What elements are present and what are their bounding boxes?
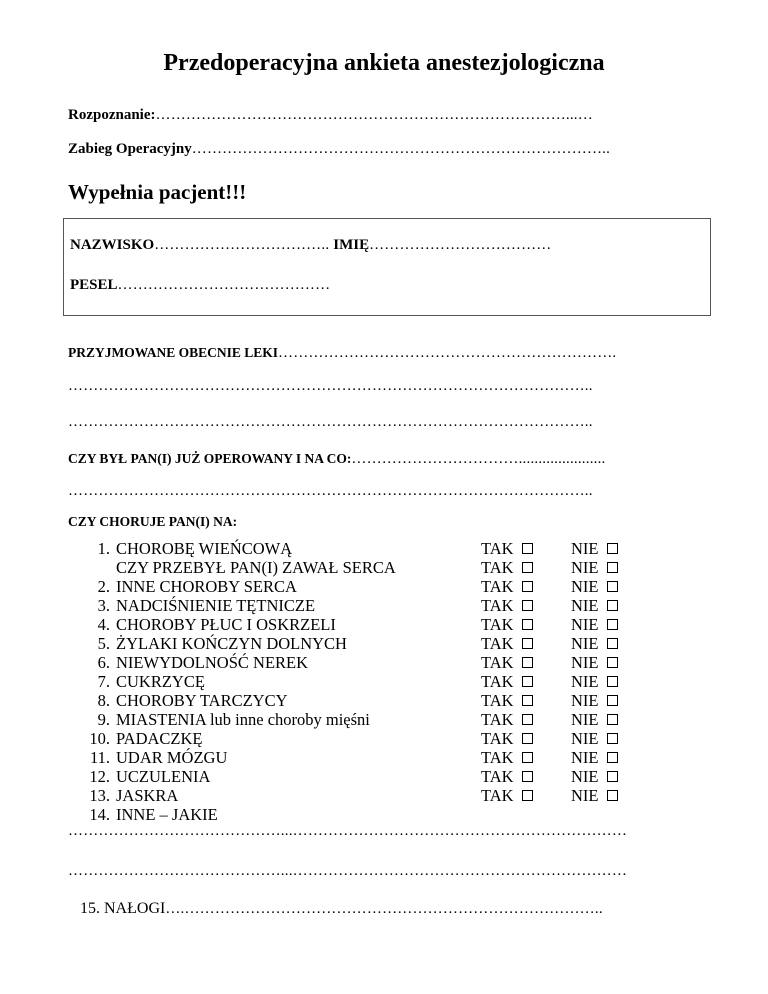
disease-number: 3. bbox=[97, 596, 110, 615]
page-title: Przedoperacyjna ankieta anestezjologiczna bbox=[163, 50, 605, 76]
nie-checkbox[interactable] bbox=[607, 562, 618, 573]
leki-label: PRZYJMOWANE OBECNIE LEKI bbox=[68, 345, 279, 360]
tak-option[interactable] bbox=[481, 748, 533, 768]
tak-option[interactable] bbox=[481, 691, 533, 711]
nie-label: NIE bbox=[571, 653, 599, 672]
zabieg-row bbox=[68, 141, 610, 158]
tak-label: TAK bbox=[481, 615, 514, 634]
nie-checkbox[interactable] bbox=[607, 771, 618, 782]
nie-checkbox[interactable] bbox=[607, 600, 618, 611]
tak-label: TAK bbox=[481, 691, 514, 710]
blank-line-2[interactable]: ………………………………………………………………………………………….. bbox=[68, 414, 593, 430]
disease-number: 9. bbox=[97, 710, 110, 729]
tak-option[interactable] bbox=[481, 767, 533, 787]
nie-label: NIE bbox=[571, 767, 599, 786]
nie-label: NIE bbox=[571, 729, 599, 748]
tak-checkbox[interactable] bbox=[522, 581, 533, 592]
nie-checkbox[interactable] bbox=[607, 676, 618, 687]
nie-option[interactable] bbox=[571, 691, 618, 711]
tak-label: TAK bbox=[481, 748, 514, 767]
tak-option[interactable] bbox=[481, 615, 533, 635]
tak-option[interactable] bbox=[481, 558, 533, 578]
tak-label: TAK bbox=[481, 577, 514, 596]
nie-checkbox[interactable] bbox=[607, 733, 618, 744]
tak-checkbox[interactable] bbox=[522, 600, 533, 611]
tak-checkbox[interactable] bbox=[522, 733, 533, 744]
nie-option[interactable] bbox=[571, 767, 618, 787]
blank-line-4[interactable]: ……………………………………...………………………………………………………… bbox=[68, 823, 628, 839]
rozpoznanie-label: Rozpoznanie: bbox=[68, 107, 156, 123]
nie-checkbox[interactable] bbox=[607, 752, 618, 763]
tak-option[interactable] bbox=[481, 634, 533, 654]
nie-label: NIE bbox=[571, 691, 599, 710]
nie-option[interactable] bbox=[571, 786, 618, 806]
nie-checkbox[interactable] bbox=[607, 619, 618, 630]
tak-checkbox[interactable] bbox=[522, 752, 533, 763]
disease-number: 10. bbox=[89, 729, 110, 748]
leki-row bbox=[68, 344, 616, 362]
nie-option[interactable] bbox=[571, 615, 618, 635]
identity-box bbox=[63, 218, 711, 316]
nie-label: NIE bbox=[571, 634, 599, 653]
nie-label: NIE bbox=[571, 672, 599, 691]
nie-option[interactable] bbox=[571, 710, 618, 730]
nie-checkbox[interactable] bbox=[607, 657, 618, 668]
tak-label: TAK bbox=[481, 767, 514, 786]
nie-checkbox[interactable] bbox=[607, 638, 618, 649]
nalogi-label: 15. NAŁOGI bbox=[80, 900, 166, 917]
tak-label: TAK bbox=[481, 653, 514, 672]
operowany-row bbox=[68, 450, 606, 468]
disease-label: MIASTENIA lub inne choroby mięśni bbox=[116, 710, 370, 729]
disease-label: NADCIŚNIENIE TĘTNICZE bbox=[116, 596, 316, 615]
disease-number: 13. bbox=[89, 786, 110, 805]
nie-option[interactable] bbox=[571, 558, 618, 578]
disease-label: CZY PRZEBYŁ PAN(I) ZAWAŁ SERCA bbox=[116, 558, 396, 577]
disease-number: 1. bbox=[97, 539, 110, 558]
disease-label: PADACZKĘ bbox=[116, 729, 203, 748]
imie-label: IMIĘ bbox=[333, 237, 370, 253]
disease-label: INNE – JAKIE bbox=[116, 805, 218, 824]
tak-label: TAK bbox=[481, 672, 514, 691]
tak-label: TAK bbox=[481, 634, 514, 653]
disease-label: CHOROBY TARCZYCY bbox=[116, 691, 288, 710]
pesel-field[interactable]: …………………………………… bbox=[117, 277, 331, 293]
nazwisko-field[interactable]: …………………………….. bbox=[154, 237, 334, 253]
tak-label: TAK bbox=[481, 786, 514, 805]
leki-field[interactable]: …………………………………………………………. bbox=[278, 345, 617, 361]
tak-label: TAK bbox=[481, 558, 514, 577]
nie-option[interactable] bbox=[571, 748, 618, 768]
choruje-label: CZY CHORUJE PAN(I) NA: bbox=[68, 514, 238, 529]
nie-label: NIE bbox=[571, 539, 599, 558]
nie-label: NIE bbox=[571, 615, 599, 634]
tak-option[interactable] bbox=[481, 729, 533, 749]
tak-checkbox[interactable] bbox=[522, 657, 533, 668]
nie-label: NIE bbox=[571, 577, 599, 596]
nie-checkbox[interactable] bbox=[607, 790, 618, 801]
zabieg-field[interactable]: ……………………………………………………………………….. bbox=[191, 141, 611, 157]
nie-option[interactable] bbox=[571, 539, 618, 559]
blank-line-5[interactable]: ……………………………………...………………………………………………………… bbox=[68, 863, 628, 879]
name-row bbox=[70, 237, 552, 254]
disease-number: 6. bbox=[97, 653, 110, 672]
disease-number: 11. bbox=[89, 748, 110, 767]
pesel-label: PESEL bbox=[70, 277, 118, 293]
nazwisko-label: NAZWISKO bbox=[70, 237, 155, 253]
tak-option[interactable] bbox=[481, 596, 533, 616]
tak-checkbox[interactable] bbox=[522, 714, 533, 725]
disease-number: 4. bbox=[97, 615, 110, 634]
disease-number: 14. bbox=[89, 805, 110, 824]
zabieg-label: Zabieg Operacyjny bbox=[68, 141, 192, 157]
nie-label: NIE bbox=[571, 596, 599, 615]
tak-label: TAK bbox=[481, 539, 514, 558]
nie-checkbox[interactable] bbox=[607, 714, 618, 725]
nie-option[interactable] bbox=[571, 672, 618, 692]
disease-label: CHOROBY PŁUC I OSKRZELI bbox=[116, 615, 336, 634]
disease-label: CUKRZYCĘ bbox=[116, 672, 205, 691]
nie-option[interactable] bbox=[571, 596, 618, 616]
nie-label: NIE bbox=[571, 710, 599, 729]
disease-label: UCZULENIA bbox=[116, 767, 211, 786]
blank-line-1[interactable]: ………………………………………………………………………………………….. bbox=[68, 378, 593, 394]
tak-checkbox[interactable] bbox=[522, 619, 533, 630]
operowany-field[interactable]: ……………………………...................... bbox=[351, 451, 606, 467]
pesel-row bbox=[70, 277, 330, 294]
tak-option[interactable] bbox=[481, 577, 533, 597]
imie-field[interactable]: ……………………………… bbox=[369, 237, 552, 253]
blank-line-3[interactable]: ………………………………………………………………………………………….. bbox=[68, 483, 593, 499]
disease-number: 5. bbox=[97, 634, 110, 653]
disease-label: ŻYLAKI KOŃCZYN DOLNYCH bbox=[116, 634, 347, 653]
nie-checkbox[interactable] bbox=[607, 695, 618, 706]
rozpoznanie-row bbox=[68, 107, 593, 124]
tak-checkbox[interactable] bbox=[522, 676, 533, 687]
nie-option[interactable] bbox=[571, 729, 618, 749]
disease-number: 12. bbox=[89, 767, 110, 786]
tak-checkbox[interactable] bbox=[522, 695, 533, 706]
tak-option[interactable] bbox=[481, 653, 533, 673]
disease-label: CHOROBĘ WIEŃCOWĄ bbox=[116, 539, 293, 558]
disease-label: INNE CHOROBY SERCA bbox=[116, 577, 297, 596]
disease-number: 8. bbox=[97, 691, 110, 710]
tak-checkbox[interactable] bbox=[522, 562, 533, 573]
nalogi-row bbox=[80, 900, 603, 918]
tak-checkbox[interactable] bbox=[522, 771, 533, 782]
tak-option[interactable] bbox=[481, 672, 533, 692]
nie-checkbox[interactable] bbox=[607, 581, 618, 592]
nie-label: NIE bbox=[571, 748, 599, 767]
tak-label: TAK bbox=[481, 729, 514, 748]
tak-label: TAK bbox=[481, 596, 514, 615]
nie-option[interactable] bbox=[571, 653, 618, 673]
nie-label: NIE bbox=[571, 786, 599, 805]
nie-checkbox[interactable] bbox=[607, 543, 618, 554]
disease-label: JASKRA bbox=[116, 786, 179, 805]
disease-label: NIEWYDOLNOŚĆ NEREK bbox=[116, 653, 309, 672]
tak-option[interactable] bbox=[481, 539, 533, 559]
disease-label: UDAR MÓZGU bbox=[116, 748, 228, 767]
tak-checkbox[interactable] bbox=[522, 638, 533, 649]
tak-checkbox[interactable] bbox=[522, 543, 533, 554]
tak-option[interactable] bbox=[481, 710, 533, 730]
nie-option[interactable] bbox=[571, 577, 618, 597]
tak-option[interactable] bbox=[481, 786, 533, 806]
nie-option[interactable] bbox=[571, 634, 618, 654]
rozpoznanie-field[interactable]: ………………………………………………………………………...… bbox=[155, 107, 593, 123]
tak-checkbox[interactable] bbox=[522, 790, 533, 801]
nie-label: NIE bbox=[571, 558, 599, 577]
operowany-label: CZY BYŁ PAN(I) JUŻ OPEROWANY I NA CO: bbox=[68, 451, 352, 466]
disease-number: 2. bbox=[97, 577, 110, 596]
tak-label: TAK bbox=[481, 710, 514, 729]
patient-heading: Wypełnia pacjent!!! bbox=[68, 180, 247, 204]
disease-number: 7. bbox=[97, 672, 110, 691]
nalogi-field[interactable]: ….……………………………………………………………………….. bbox=[165, 901, 603, 917]
